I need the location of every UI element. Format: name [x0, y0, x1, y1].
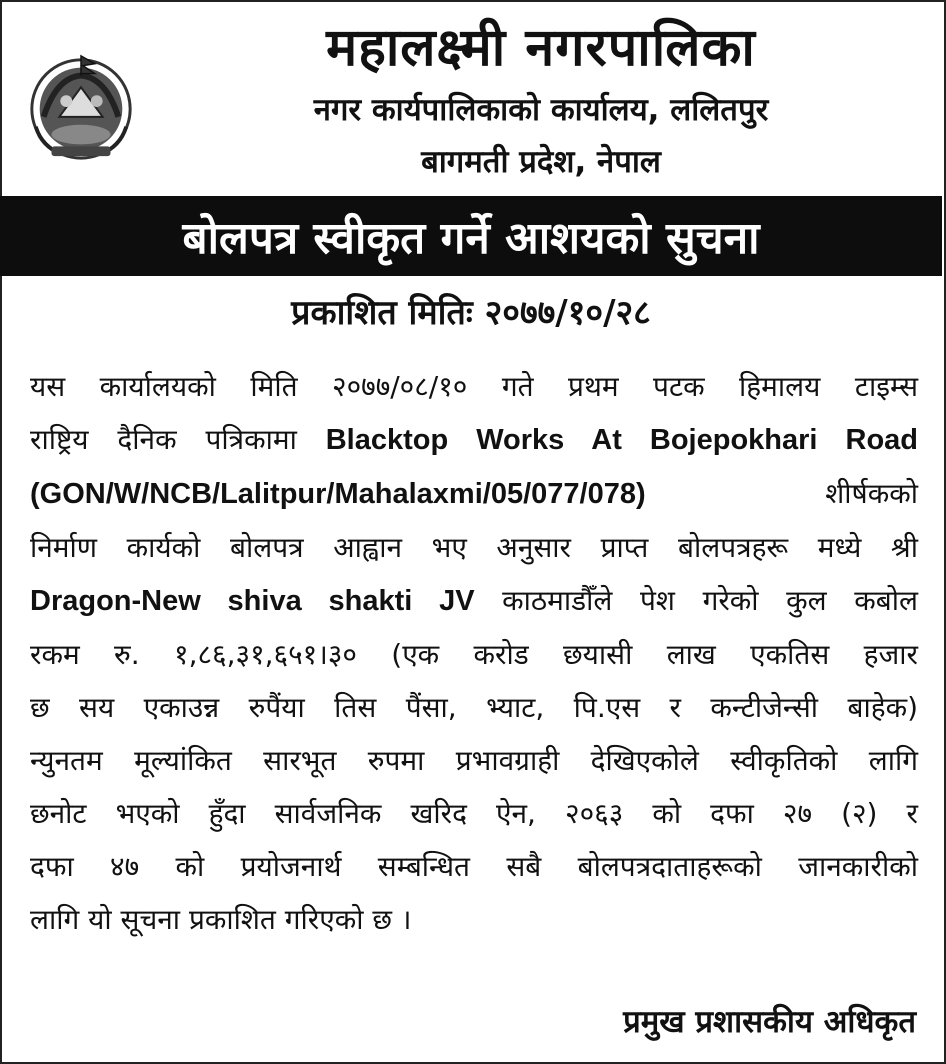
- notice-title-banner: बोलपत्र स्वीकृत गर्ने आशयको सुचना: [0, 196, 942, 276]
- header: [0, 0, 942, 196]
- address-line: बागमती प्रदेश, नेपाल: [421, 144, 661, 180]
- body-text-segment: राष्ट्रिय दैनिक पत्रिकामा: [30, 423, 326, 456]
- body-line: [30, 413, 918, 467]
- body-line: [30, 467, 918, 521]
- body-line: न्युनतम मूल्यांकित सारभूत रुपमा प्रभावग्राही देखिएकोले स्वीकृतिको लागि: [30, 744, 918, 777]
- signatory-title: प्रमुख प्रशासकीय अधिकृत: [623, 1004, 916, 1040]
- body-line: निर्माण कार्यको बोलपत्र आह्वान भए अनुसार प्राप्त बोलपत्रहरू मध्ये श्री: [30, 531, 918, 564]
- body-line: दफा ४७ को प्रयोजनार्थ सम्बन्धित सबै बोलपत्रदाताहरूको जानकारीको: [30, 850, 918, 883]
- publication-date-label: प्रकाशित मितिः: [291, 293, 473, 333]
- project-name: Blacktop Works At Bojepokhari Road: [325, 424, 919, 456]
- body-text-segment: काठमाडौँले पेश गरेको कुल कबोल: [474, 584, 918, 617]
- bidder-name: Dragon-New shiva shakti JV: [30, 585, 475, 617]
- body-line: यस कार्यालयको मिति २०७७/०८/१० गते प्रथम पटक हिमालय टाइम्स: [30, 370, 918, 403]
- publication-date: [0, 288, 942, 334]
- body-line: [30, 574, 918, 628]
- office-line: नगर कार्यपालिकाको कार्यालय, ललितपुर: [313, 92, 769, 128]
- municipality-title: महालक्ष्मी नगरपालिका: [326, 18, 756, 78]
- body-text-segment: शीर्षकको: [645, 477, 918, 510]
- body-line: छनोट भएको हुँदा सार्वजनिक खरिद ऐन, २०६३ को दफा २७ (२) र: [30, 797, 918, 830]
- notice-body: [30, 360, 918, 946]
- body-line: छ सय एकाउन्न रुपैंया तिस पैंसा, भ्याट, पि.एस र कन्टीजेन्सी बाहेक): [30, 691, 918, 724]
- body-line: लागि यो सूचना प्रकाशित गरिएको छ ।: [30, 903, 412, 936]
- publication-date-value: २०७७/१०/२८: [484, 293, 651, 333]
- contract-reference: (GON/W/NCB/Lalitpur/Mahalaxmi/05/077/078): [30, 478, 646, 510]
- body-line: रकम रु. १,८६,३१,६५१।३० (एक करोड छयासी लाख एकतिस हजार: [30, 638, 918, 671]
- government-emblem-icon: [22, 48, 140, 166]
